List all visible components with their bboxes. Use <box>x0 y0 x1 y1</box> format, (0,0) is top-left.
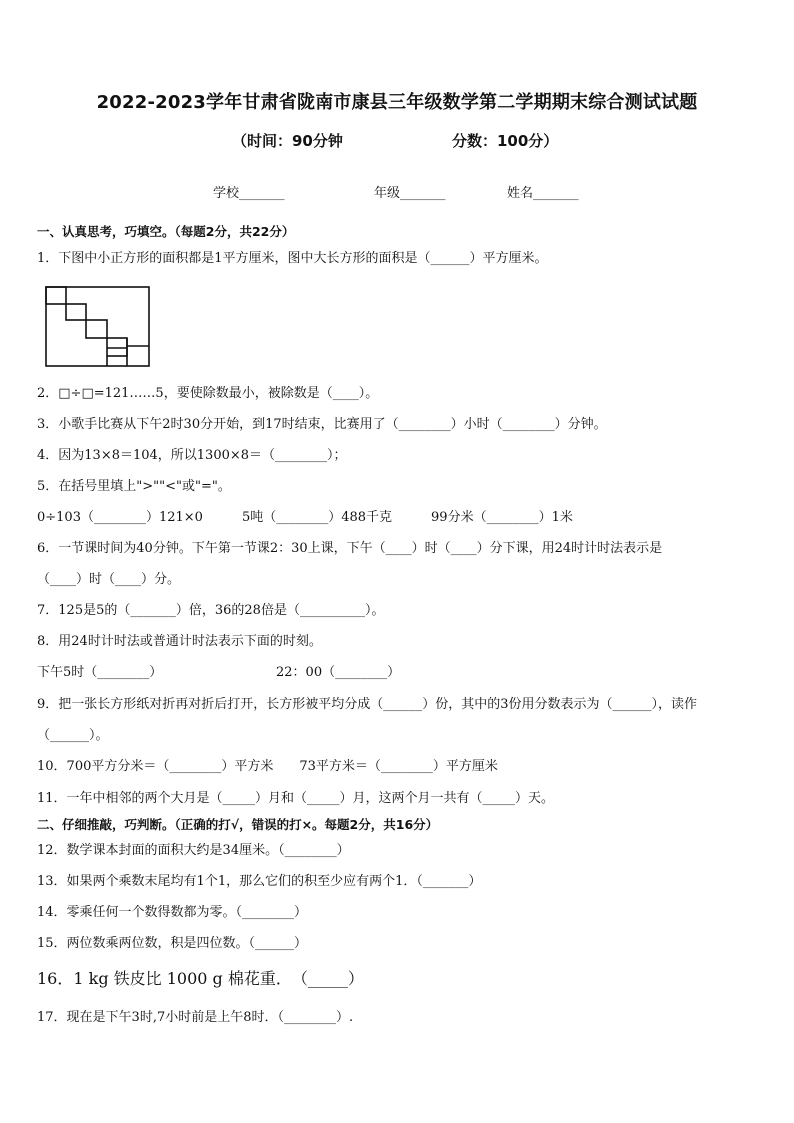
question-13: 13．如果两个乘数末尾均有1个1，那么它们的积至少应有两个1．（_______） <box>37 874 482 889</box>
question-17: 17．现在是下午3时,7小时前是上午8时．（________）. <box>37 1010 354 1025</box>
section-heading-1: 一、认真思考，巧填空。（每题2分，共22分） <box>37 224 295 239</box>
question-5-items: 0÷103（________）121×0 5吨（________）488千克 99分米（________）1米 <box>37 510 573 525</box>
question-6-line-2: （____）时（____）分。 <box>37 572 181 587</box>
section-heading-2: 二、仔细推敲，巧判断。（正确的打√，错误的打×。每题2分，共16分） <box>37 817 439 832</box>
question-12: 12．数学课本封面的面积大约是34厘米。（________） <box>37 843 350 858</box>
exam-time: （时间：90分钟 <box>232 132 343 150</box>
grade-field: 年级_______ <box>374 186 446 201</box>
school-field: 学校_______ <box>213 186 285 201</box>
question-1: 1．下图中小正方形的面积都是1平方厘米，图中大长方形的面积是（______）平方厘米。 <box>37 251 548 266</box>
question-6-line-1: 6．一节课时间为40分钟。下午第一节课2：30上课，下午（____）时（____）分下课，用24时计时法表示是 <box>37 541 663 556</box>
question-8-part-b: 22：00（________） <box>276 665 401 680</box>
question-10: 10．700平方分米＝（________）平方米 73平方米＝（________）平方厘米 <box>37 759 498 774</box>
question-4: 4．因为13×8＝104，所以1300×8＝（________）； <box>37 448 347 463</box>
name-field: 姓名_______ <box>507 186 579 201</box>
question-3: 3．小歌手比赛从下午2时30分开始，到17时结束，比赛用了（________）小时（________）分钟。 <box>37 417 607 432</box>
rectangle-squares-figure <box>45 286 151 368</box>
question-16: 16．1 kg 铁皮比 1000 g 棉花重． （_____） <box>37 969 364 988</box>
question-5: 5．在括号里填上">""<"或"="。 <box>37 479 231 494</box>
question-14: 14．零乘任何一个数得数都为零。（________） <box>37 905 308 920</box>
question-7: 7．125是5的（_______）倍，36的28倍是（__________）。 <box>37 603 385 618</box>
question-11: 11．一年中相邻的两个大月是（_____）月和（_____）月，这两个月一共有（_____）天。 <box>37 791 555 806</box>
exam-score: 分数：100分） <box>452 132 559 150</box>
question-8: 8．用24时计时法或普通计时法表示下面的时刻。 <box>37 634 322 649</box>
question-15: 15．两位数乘两位数，积是四位数。（______） <box>37 936 308 951</box>
page-title: 2022-2023学年甘肃省陇南市康县三年级数学第二学期期末综合测试试题 <box>96 92 698 113</box>
question-2: 2．□÷□=121……5，要使除数最小，被除数是（____）。 <box>37 386 379 401</box>
question-9-line-2: （______）。 <box>37 728 109 743</box>
question-9-line-1: 9．把一张长方形纸对折再对折后打开，长方形被平均分成（______）份，其中的3份用分数表示为（______），读作 <box>37 697 698 712</box>
question-8-part-a: 下午5时（________） <box>37 665 163 680</box>
